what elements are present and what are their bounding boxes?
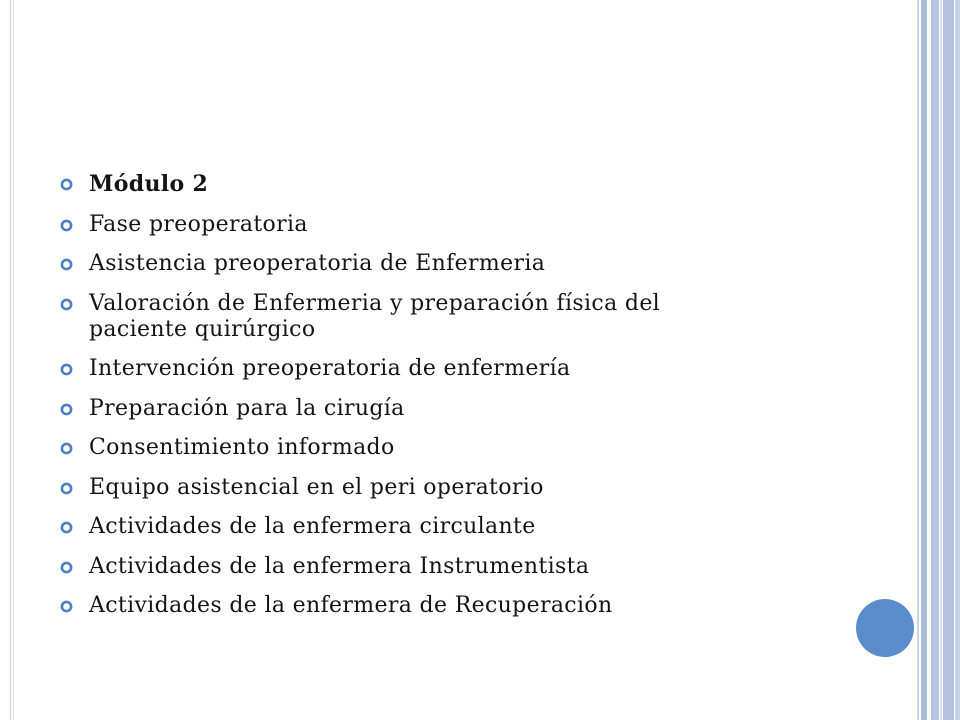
list-item: [60, 212, 760, 238]
bullet-text: Fase preoperatoria: [89, 211, 308, 237]
list-item: [60, 356, 760, 382]
bullet-text: Equipo asistencial en el peri operatorio: [89, 474, 544, 500]
ring-bullet-icon: [60, 298, 73, 311]
bullet-text: Actividades de la enfermera Instrumentista: [89, 553, 590, 579]
list-item: [60, 396, 760, 422]
ring-bullet-icon: [60, 403, 73, 416]
bullet-list: [60, 171, 760, 633]
list-item: [60, 475, 760, 501]
list-item: [60, 435, 760, 461]
ring-bullet-icon: [60, 600, 73, 613]
right-stripe-7: [955, 0, 960, 720]
ring-bullet-icon: [60, 363, 73, 376]
ring-bullet-icon: [60, 219, 73, 232]
bullet-text: Asistencia preoperatoria de Enfermeria: [89, 251, 546, 276]
bullet-text: Módulo 2: [89, 171, 209, 197]
ring-bullet-icon: [60, 482, 73, 495]
bullet-text: Intervención preoperatoria de enfermería: [89, 356, 571, 381]
ring-bullet-icon: [60, 258, 73, 271]
ring-bullet-icon: [60, 561, 73, 574]
list-item: [60, 554, 760, 580]
list-item: [60, 291, 760, 343]
right-stripe-1: [917, 0, 919, 720]
list-item: [60, 251, 760, 277]
left-frame-line-inner: [13, 0, 14, 720]
ring-bullet-icon: [60, 442, 73, 455]
list-item: [60, 593, 760, 619]
right-stripe-5: [940, 0, 942, 720]
bullet-text: Actividades de la enfermera de Recuperación: [89, 593, 613, 618]
right-stripe-6: [943, 0, 954, 720]
right-stripe-4: [931, 0, 939, 720]
bullet-text: Consentimiento informado: [89, 435, 395, 460]
ring-bullet-icon: [60, 178, 73, 191]
ring-bullet-icon: [60, 521, 73, 534]
bullet-text: Valoración de Enfermeria y preparación física del paciente quirúrgico: [89, 290, 661, 342]
list-item: [60, 514, 760, 540]
list-item: [60, 171, 760, 198]
left-frame-line: [10, 0, 11, 720]
right-stripe-2: [921, 0, 927, 720]
bullet-text: Preparación para la cirugía: [89, 395, 405, 421]
bullet-text: Actividades de la enfermera circulante: [89, 514, 536, 539]
accent-circle: [856, 599, 914, 657]
